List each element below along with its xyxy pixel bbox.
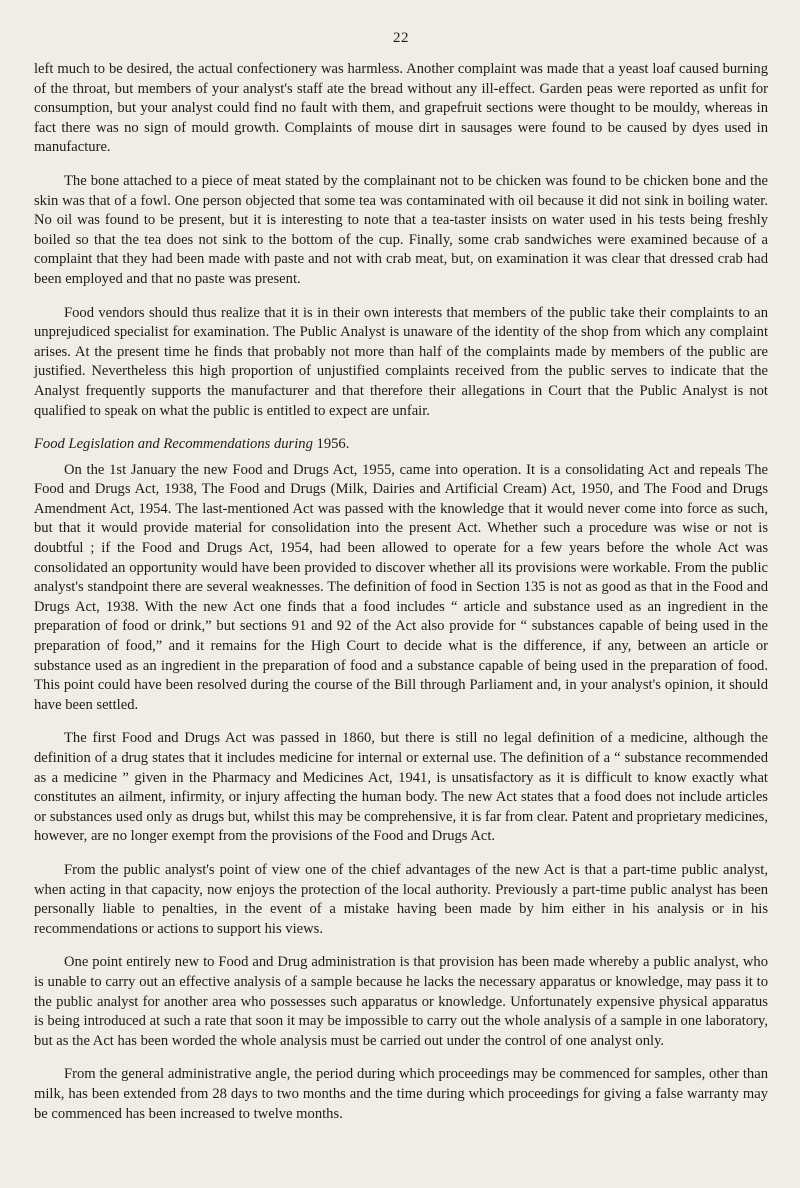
section-heading-year: 1956. — [312, 436, 350, 453]
paragraph-bone-complaint: The bone attached to a piece of meat stated by the complainant not to be chicken was found to be chicken bone and the skin was that of a fowl. One person objected that some tea was contaminated with oil because it did not sink in boiling water. No oil was found to be present, but it is interesting to note that a tea-taster insists on water used in his tests being freshly boiled so that the tea does not sink to the bottom of the cup. Finally, some crab sandwiches were examined because of a complaint that they had been made with paste and not with crab meat, but, on examination it was clear that dressed crab had been employed and that no paste was present. — [34, 172, 768, 287]
paragraph-apparatus: One point entirely new to Food and Drug administration is that provision has been made whereby a public analyst, who is unable to carry out an effective analysis of a sample because he lacks the necessary apparatus or knowledge, may pass it to the public analyst for another area who possesses such apparatus or knowledge. Unfortunately expensive physical apparatus is being introduced at such a rate that soon it may be impossible to carry out the whole analysis of a sample in one laboratory, but as the Act has been worded the whole analysis must be carried out under the control of one analyst only. — [34, 954, 768, 1049]
page-number: 22 — [393, 30, 409, 46]
paragraph-administrative: From the general administrative angle, the period during which proceedings may be commenced for samples, other than milk, has been extended from 28 days to two months and the time during which proceedings for giving a false warranty may be commenced has been increased to twelve months. — [34, 1066, 768, 1122]
section-heading-italic: Food Legislation and Recommendations during — [34, 436, 313, 453]
paragraph-continuation: left much to be desired, the actual confectionery was harmless. Another complaint was made that a yeast loaf caused burning of the throat, but members of your analyst's staff ate the bread without any ill-effect. Garden peas were reported as unfit for consumption, but your analyst could find no fault with them, and grapefruit sections were thought to be mouldy, whereas in fact there was no sign of mould growth. Complaints of mouse dirt in sausages were found to be caused by dyes used in manufacture. — [34, 61, 768, 156]
paragraph-medicine-definition: The first Food and Drugs Act was passed in 1860, but there is still no legal definition of a medicine, although the definition of a drug states that it includes medicine for internal or external use. The definition of a “ substance recommended as a medicine ” given in the Pharmacy and Medicines Act, 1941, is unsatisfactory as it is difficult to know exactly what constitutes an ailment, infirmity, or injury affecting the human body. The new Act states that a food does not include articles or substances used only as drugs but, whilst this may be comprehensive, it is far from clear. Patent and proprietary medicines, however, are no longer exempt from the provisions of the Food and Drugs Act. — [34, 730, 768, 845]
paragraph-part-time-analyst: From the public analyst's point of view one of the chief advantages of the new Act is that a part-time public analyst, when acting in that capacity, now enjoys the protection of the local authority. Previously a part-time public analyst has been personally liable to penalties, in the event of a mistake having been made by him either in his analysis or in his recommendations or actions to support his views. — [34, 861, 768, 937]
document-page — [34, 30, 768, 1138]
section-heading — [34, 435, 768, 455]
paragraph-new-act: On the 1st January the new Food and Drugs Act, 1955, came into operation. It is a consolidating Act and repeals The Food and Drugs Act, 1938, The Food and Drugs (Milk, Dairies and Artificial Cream) Act, 1950, and The Food and Drugs Amendment Act, 1954. The last-mentioned Act was passed with the knowledge that it would never come into force as such, but that it would provide material for consolidation into the present Act. Whether such a procedure was wise or not is doubtful ; if the Food and Drugs Act, 1954, had been allowed to operate for a few years before the whole Act was consolidated an opportunity would have been provided to discover whether all its provisions were workable. From the public analyst's standpoint there are several weaknesses. The definition of food in Section 135 is not as good as that in the Food and Drugs Act, 1938. With the new Act one finds that a food includes “ article and substance used as an ingredient in the preparation of food or drink,” but sections 91 and 92 of the Act also provide for “ substances capable of being used in the preparation of food,” and it remains for the High Court to decide what is the difference, if any, between an article or substance used as an ingredient in the preparation of food and a substance capable of being used in the preparation of food. This point could have been resolved during the course of the Bill through Parliament and, in your analyst's opinion, it should have been settled. — [34, 461, 768, 713]
paragraph-food-vendors: Food vendors should thus realize that it is in their own interests that members of the public take their complaints to an unprejudiced specialist for examination. The Public Analyst is unaware of the identity of the shop from which any complaint arises. At the present time he finds that probably not more than half of the complaints made by members of the public are justified. Nevertheless this high proportion of unjustified complaints received from the public serves to indicate that the Analyst frequently supports the manufacturer and that therefore their allegations in Court that the Public Analyst is not qualified to speak on what the public is entitled to expect are unfair. — [34, 304, 768, 419]
